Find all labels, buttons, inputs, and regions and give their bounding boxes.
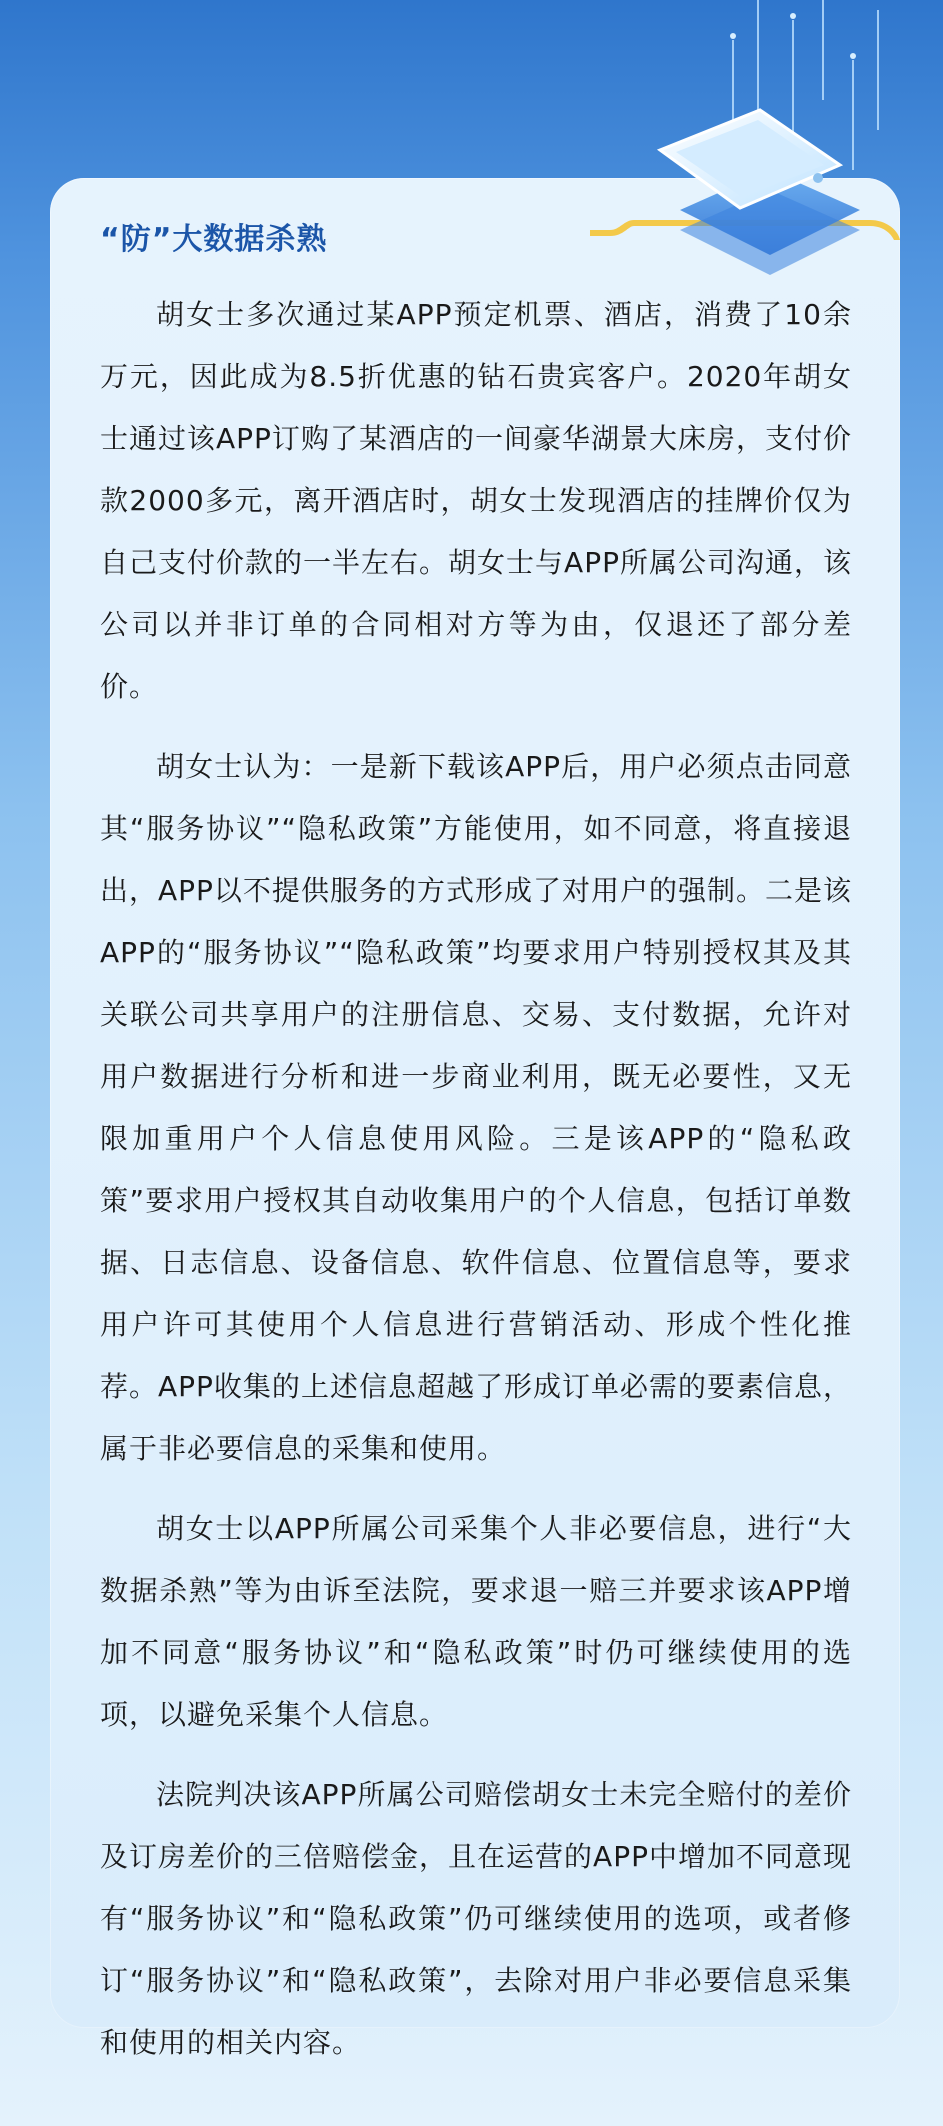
paragraph-3: 胡女士以APP所属公司采集个人非必要信息，进行“大数据杀熟”等为由诉至法院，要求退一赔三并要求该APP增加不同意“服务协议”和“隐私政策”时仍可继续使用的选项，以避免采集个人信息。 [100,1512,852,1731]
paragraph-4: 法院判决该APP所属公司赔偿胡女士未完全赔付的差价及订房差价的三倍赔偿金，且在运营的APP中增加不同意现有“服务协议”和“隐私政策”仍可继续使用的选项，或者修订“服务协议”和“隐私政策”，去除对用户非必要信息采集和使用的相关内容。 [100,1778,852,2059]
article-title: “防”大数据杀熟 [100,222,328,257]
paragraph-1: 胡女士多次通过某APP预定机票、酒店，消费了10余万元，因此成为8.5折优惠的钻石贵宾客户。2020年胡女士通过该APP订购了某酒店的一间豪华湖景大床房，支付价款2000多元，离开酒店时，胡女士发现酒店的挂牌价仅为自己支付价款的一半左右。胡女士与APP所属公司沟通，该公司以并非订单的合同相对方等为由，仅退还了部分差价。 [100,298,852,703]
article-body [100,284,852,2092]
paragraph-2: 胡女士认为：一是新下载该APP后，用户必须点击同意其“服务协议”“隐私政策”方能使用，如不同意，将直接退出，APP以不提供服务的方式形成了对用户的强制。二是该APP的“服务协议”“隐私政策”均要求用户特别授权其及其关联公司共享用户的注册信息、交易、支付数据，允许对用户数据进行分析和进一步商业利用，既无必要性，又无限加重用户个人信息使用风险。三是该APP的“隐私政策”要求用户授权其自动收集用户的个人信息，包括订单数据、日志信息、设备信息、软件信息、位置信息等，要求用户许可其使用个人信息进行营销活动、形成个性化推荐。APP收集的上述信息超越了形成订单必需的要素信息，属于非必要信息的采集和使用。 [100,750,852,1465]
smartphone-illustration-icon [640,90,890,290]
